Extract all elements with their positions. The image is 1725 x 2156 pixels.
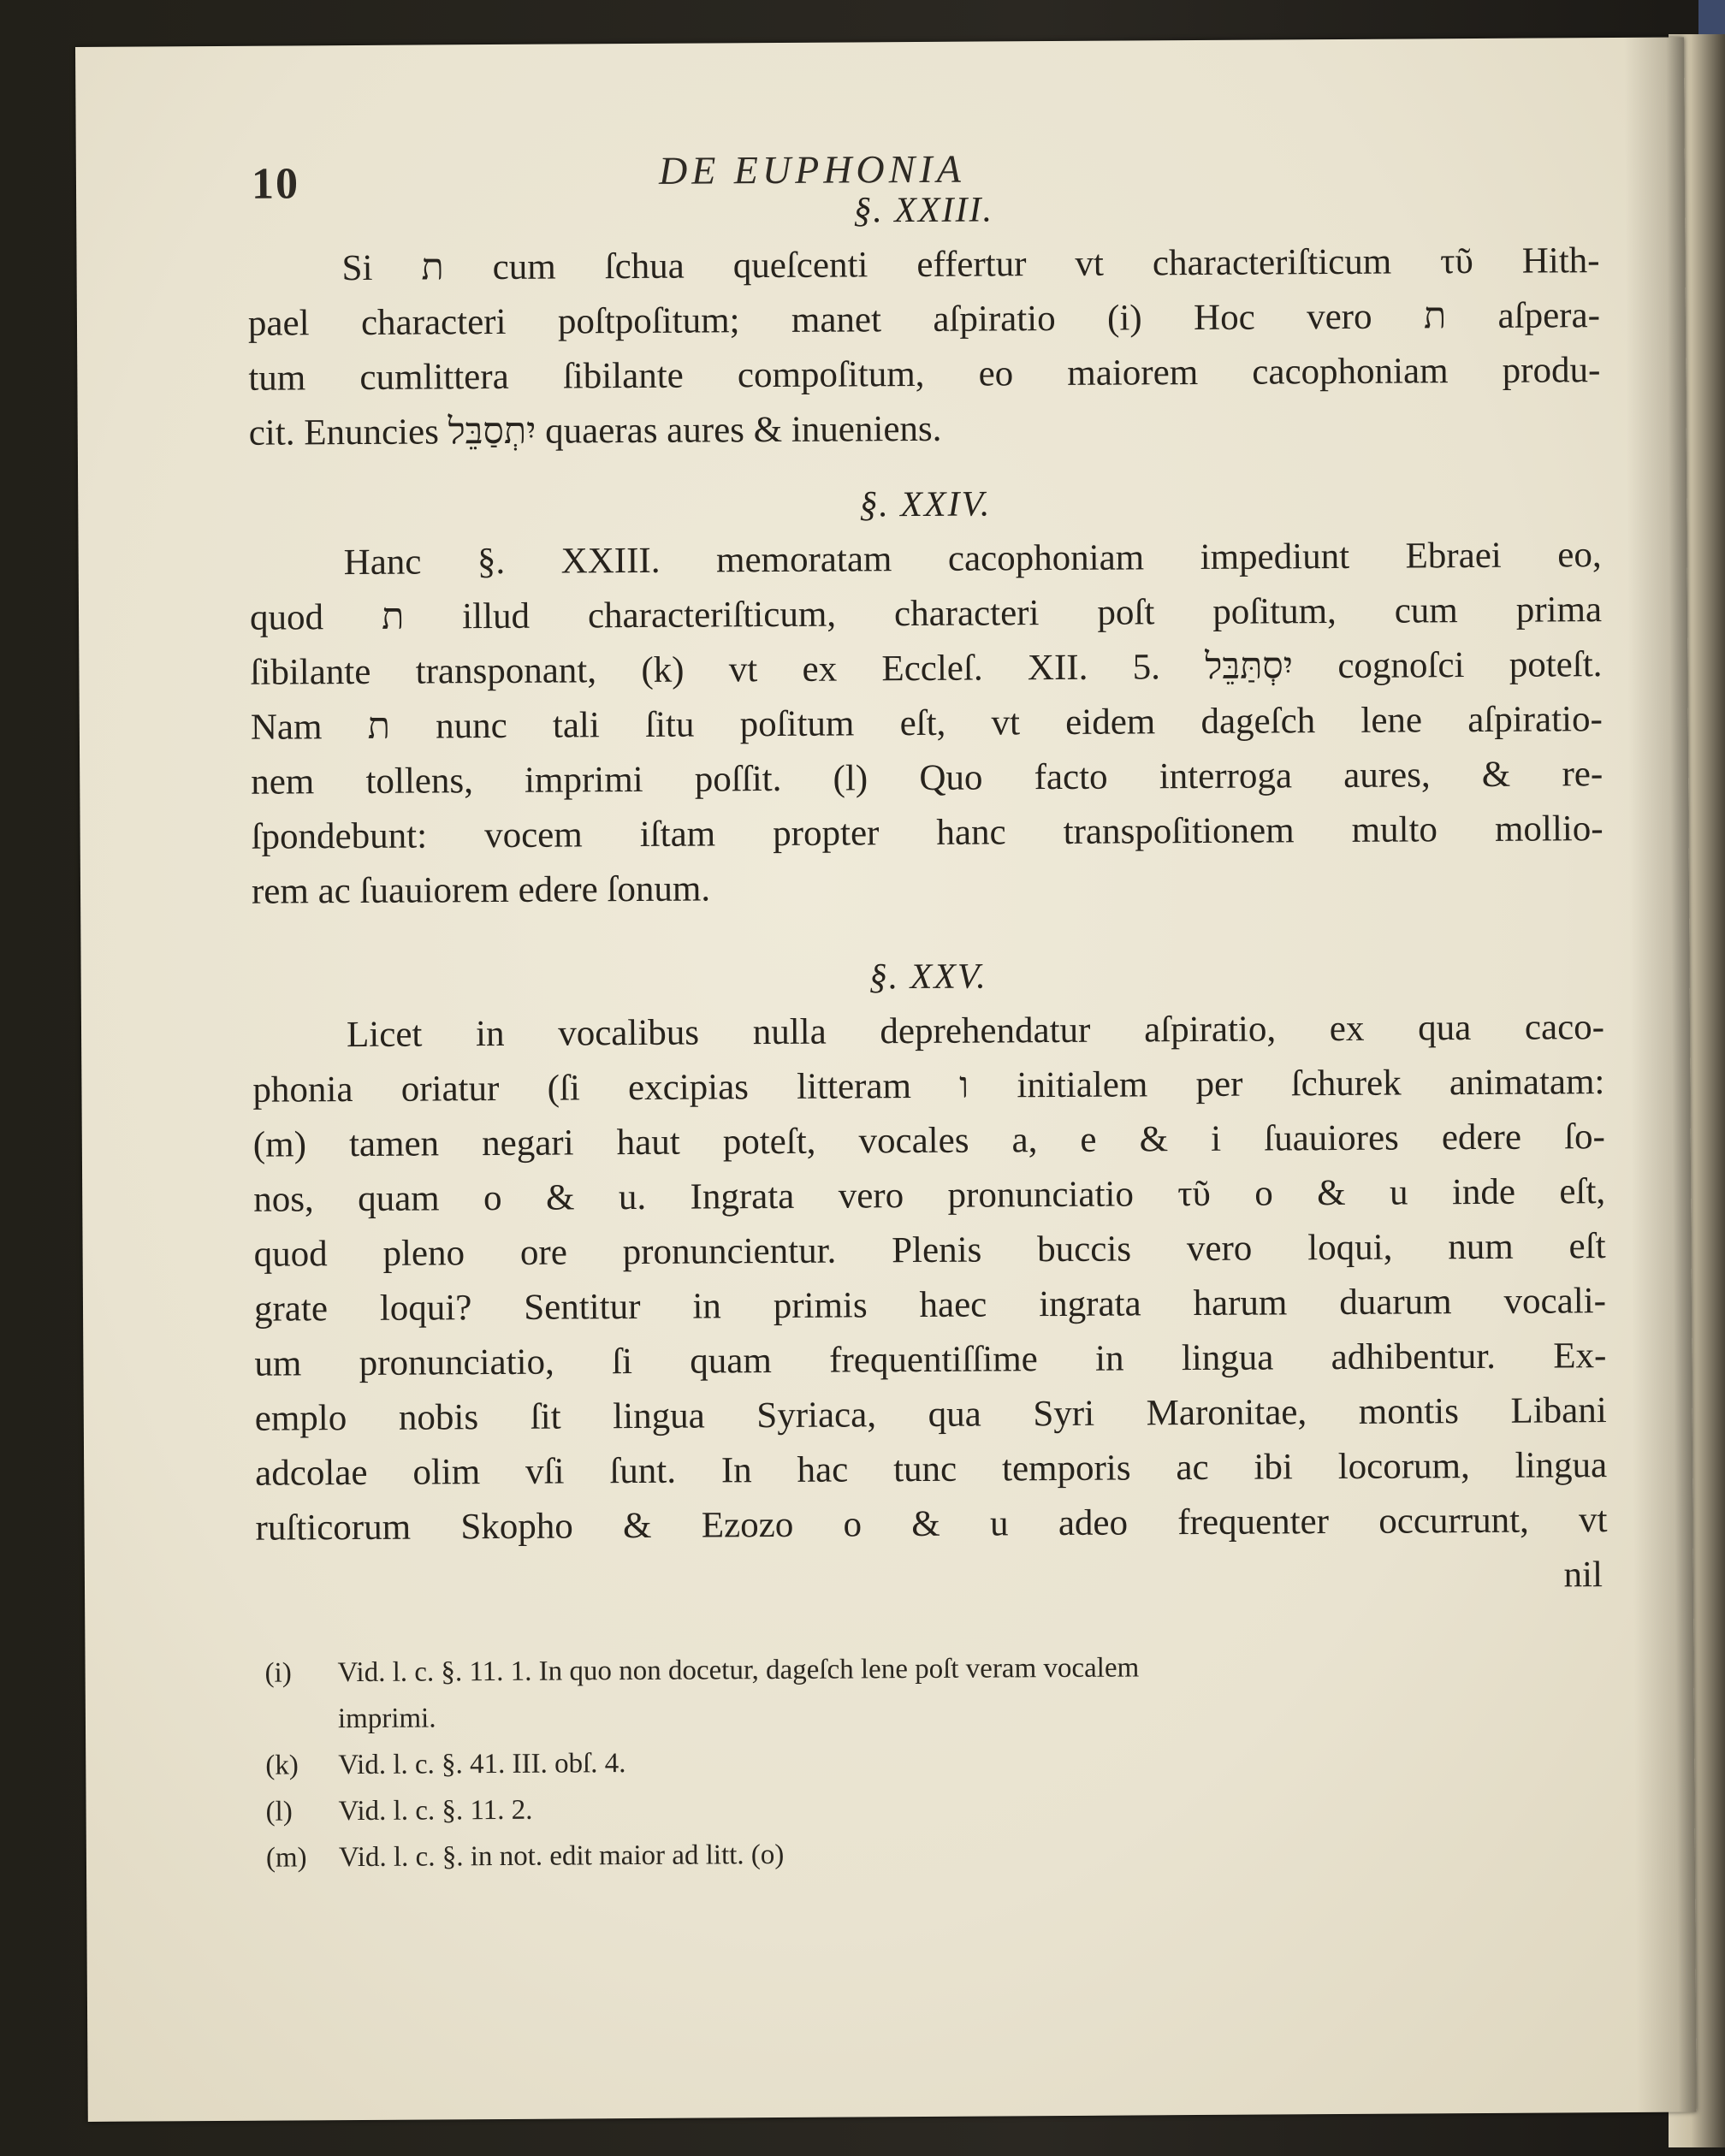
footnote-mark: (l) (265, 1796, 293, 1827)
footnote-text: Vid. l. c. §. 11. 1. In quo non docetur, dageſch lene poſt veram vocalem (337, 1652, 1140, 1689)
text-line: grate loqui? Sentitur in primis haec ingrata harum duarum vocali- (253, 1281, 1607, 1330)
text-line: ruſticorum Skopho & Ezozo o & u adeo frequenter occurrunt, vt (255, 1500, 1608, 1549)
text-line: phonia oriatur (ſi excipias litteram ו initialem per ſchurek animatam: (252, 1062, 1605, 1111)
text-line: Nam ת nunc tali ſitu poſitum eſt, vt eidem dageſch lene aſpiratio- (250, 699, 1603, 748)
footnote-text: Vid. l. c. §. 41. III. obſ. 4. (338, 1748, 626, 1781)
running-head (75, 91, 1684, 209)
gutter-shadow (1624, 38, 1697, 2112)
footnote-k (257, 1734, 1609, 1789)
footnote-mark: (i) (264, 1657, 292, 1689)
text-line: Si ת cum ſchua queſcenti effertur vt characteriſticum τῦ Hith- (341, 240, 1600, 289)
text-line: ſpondebunt: vocem iſtam propter hanc transpoſitionem multo mollio- (251, 808, 1603, 857)
footnote-i (256, 1642, 1608, 1697)
section-xxv (252, 945, 1608, 1611)
text-line: adcolae olim vſi ſunt. In hac tunc temporis ac ibi locorum, lingua (255, 1445, 1608, 1494)
footnote-continuation: imprimi. (337, 1703, 436, 1735)
footnote-m (258, 1827, 1609, 1881)
footnote-text: Vid. l. c. §. in not. edit maior ad litt. (o) (338, 1839, 785, 1874)
text-line: ſibilante transponant, (k) vt ex Eccleſ. XII. 5. יִסְתַּבֵּל cognoſci poteſt. (250, 644, 1603, 693)
section-heading: §. XXIII. (853, 190, 994, 231)
section-heading: §. XXIV. (859, 484, 992, 525)
footnote-text: Vid. l. c. §. 11. 2. (338, 1794, 533, 1827)
text-line: um pronunciatio, ſi quam frequentiſſime in lingua adhibentur. Ex- (254, 1336, 1607, 1384)
text-line: (m) tamen negari haut poteſt, vocales a, e & i ſuauiores edere ſo- (252, 1116, 1605, 1165)
text-line: rem ac ſuauiorem edere ſonum. (251, 868, 711, 912)
text-line: nos, quam o & u. Ingrata vero pronunciatio τῦ o & u inde eſt, (253, 1171, 1606, 1220)
text-line: quod pleno ore pronuncientur. Plenis buccis vero loqui, num eſt (253, 1226, 1606, 1275)
text-line: emplo nobis ſit lingua Syriaca, qua Syri Maronitae, montis Libani (254, 1390, 1607, 1439)
section-xxiii (247, 179, 1601, 461)
text-line: nem tollens, imprimi poſſit. (l) Quo facto interroga aures, & re- (251, 754, 1603, 803)
text-line: cit. Enuncies יִתְסַבֵּל quaeras aures & inueniens. (248, 408, 942, 453)
footnote-l (257, 1780, 1609, 1835)
footnote-mark: (m) (265, 1842, 307, 1874)
section-xxiv (249, 473, 1603, 920)
running-title: DE EUPHONIA (658, 146, 965, 192)
footnote-mark: (k) (265, 1750, 299, 1781)
page-number: 10 (251, 159, 300, 209)
section-heading: §. XXV. (868, 957, 987, 998)
book-page (75, 38, 1697, 2122)
text-line: pael characteri poſtpoſitum; manet aſpiratio (i) Hoc vero ת aſpera- (247, 295, 1601, 344)
text-line: quod ת illud characteriſticum, characteri poſt poſitum, cum prima (249, 589, 1603, 638)
footnotes (256, 1642, 1609, 1881)
body-text (247, 179, 1608, 1611)
catchword: nil (1563, 1555, 1603, 1596)
text-line: Licet in vocalibus nulla deprehendatur aſpiratio, ex qua caco- (346, 1007, 1605, 1056)
text-line: tum cumlittera ſibilante compoſitum, eo maiorem cacophoniam produ- (248, 350, 1601, 399)
text-line: Hanc §. XXIII. memoratam cacophoniam impediunt Ebraei eo, (343, 535, 1602, 583)
